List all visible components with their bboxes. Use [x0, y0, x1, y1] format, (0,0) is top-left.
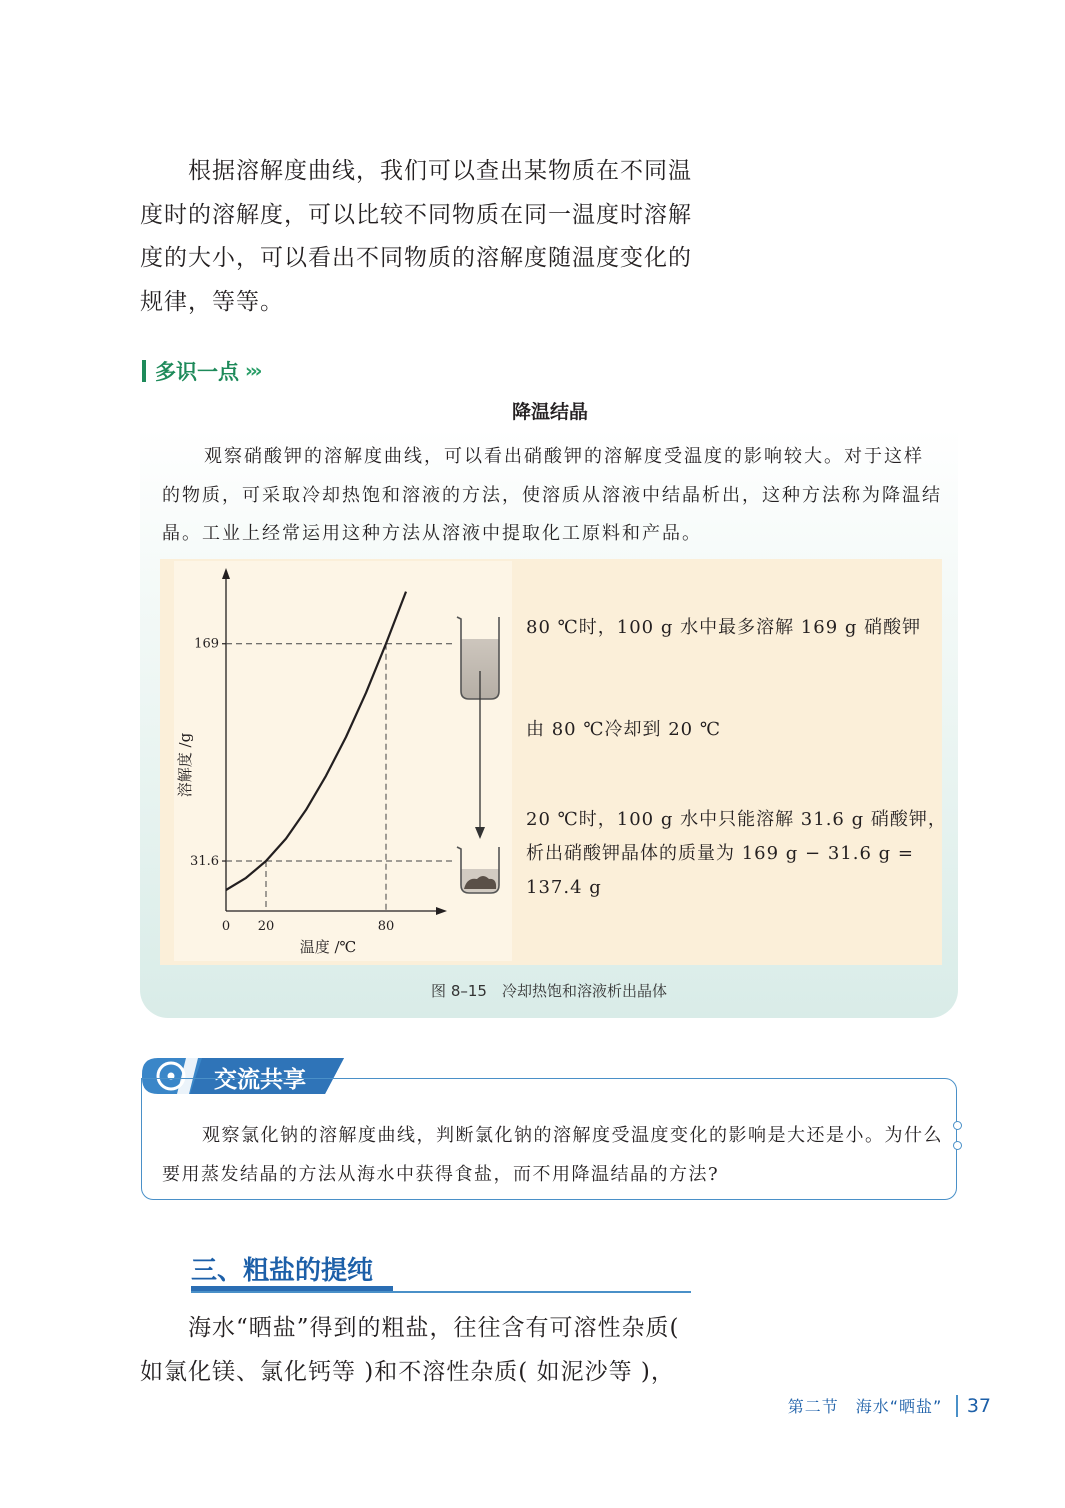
figure-caption: 图 8–15 冷却热饱和溶液析出晶体	[431, 982, 667, 1000]
page-number: 37	[966, 1394, 991, 1417]
y-tick-31.6: 31.6	[190, 854, 219, 870]
x-tick-0: 0	[221, 919, 231, 934]
decor-dot-bottom	[953, 1141, 962, 1150]
section-paragraph: 海水“晒盐”得到的粗盐，往往含有可溶性杂质( 如氯化镁、氯化钙等 )和不溶性杂质( 如泥沙等 )，	[140, 1315, 680, 1385]
section-heading: 三、粗盐的提纯	[191, 1256, 374, 1286]
x-axis-label: 温度 /℃	[299, 938, 357, 956]
page-footer	[788, 1394, 991, 1417]
chapter-title: 第二节 海水“晒盐”	[787, 1397, 943, 1416]
label-cold-line-1: 20 ℃时，100 g 水中只能溶解 31.6 g 硝酸钾，	[526, 809, 947, 830]
knowledge-label	[142, 356, 260, 386]
figure-8-15	[160, 559, 947, 965]
y-axis-label: 溶解度 /g	[176, 732, 194, 798]
label-cold-line-3: 137.4 g	[526, 877, 602, 898]
x-tick-80: 80	[377, 919, 395, 934]
beaker-cold	[457, 847, 499, 893]
x-tick-20: 20	[257, 919, 275, 934]
share-box	[141, 1078, 957, 1200]
knowledge-box	[140, 428, 958, 1018]
knowledge-label-text: 多识一点	[155, 360, 239, 384]
share-title: 交流共享	[214, 1067, 306, 1093]
label-hot-solution: 80 ℃时，100 g 水中最多溶解 169 g 硝酸钾	[526, 617, 922, 638]
y-axis-arrow	[222, 568, 230, 579]
x-axis-arrow	[436, 907, 447, 915]
box-title: 降温结晶	[511, 401, 588, 423]
footer-separator	[956, 1395, 958, 1417]
label-cooling: 由 80 ℃冷却到 20 ℃	[526, 719, 721, 740]
beaker-hot	[457, 617, 499, 699]
heading-rule	[191, 1291, 691, 1293]
decor-dot-top	[953, 1121, 962, 1130]
y-tick-169: 169	[194, 636, 219, 652]
intro-paragraph: 根据溶解度曲线，我们可以查出某物质在不同温度时的溶解度，可以比较不同物质在同一温度时溶解度的大小，可以看出不同物质的溶解度随温度变化的规律，等等。	[140, 158, 692, 315]
solubility-curve	[226, 592, 406, 890]
cooling-arrow-head	[475, 827, 485, 839]
knowledge-paragraph: 观察硝酸钾的溶解度曲线，可以看出硝酸钾的溶解度受温度的影响较大。对于这样的物质，可采取冷却热饱和溶液的方法，使溶质从溶液中结晶析出，这种方法称为降温结晶。工业上经常运用这种方法从溶液中提取化工原料和产品。	[162, 446, 942, 544]
chevrons-icon: ›››	[245, 360, 260, 382]
share-paragraph: 观察氯化钠的溶解度曲线，判断氯化钠的溶解度受温度变化的影响是大还是小。为什么要用蒸发结晶的方法从海水中获得食盐，而不用降温结晶的方法?	[162, 1125, 943, 1185]
label-bar	[142, 360, 146, 382]
label-cold-line-2: 析出硝酸钾晶体的质量为 169 g − 31.6 g =	[526, 843, 914, 864]
